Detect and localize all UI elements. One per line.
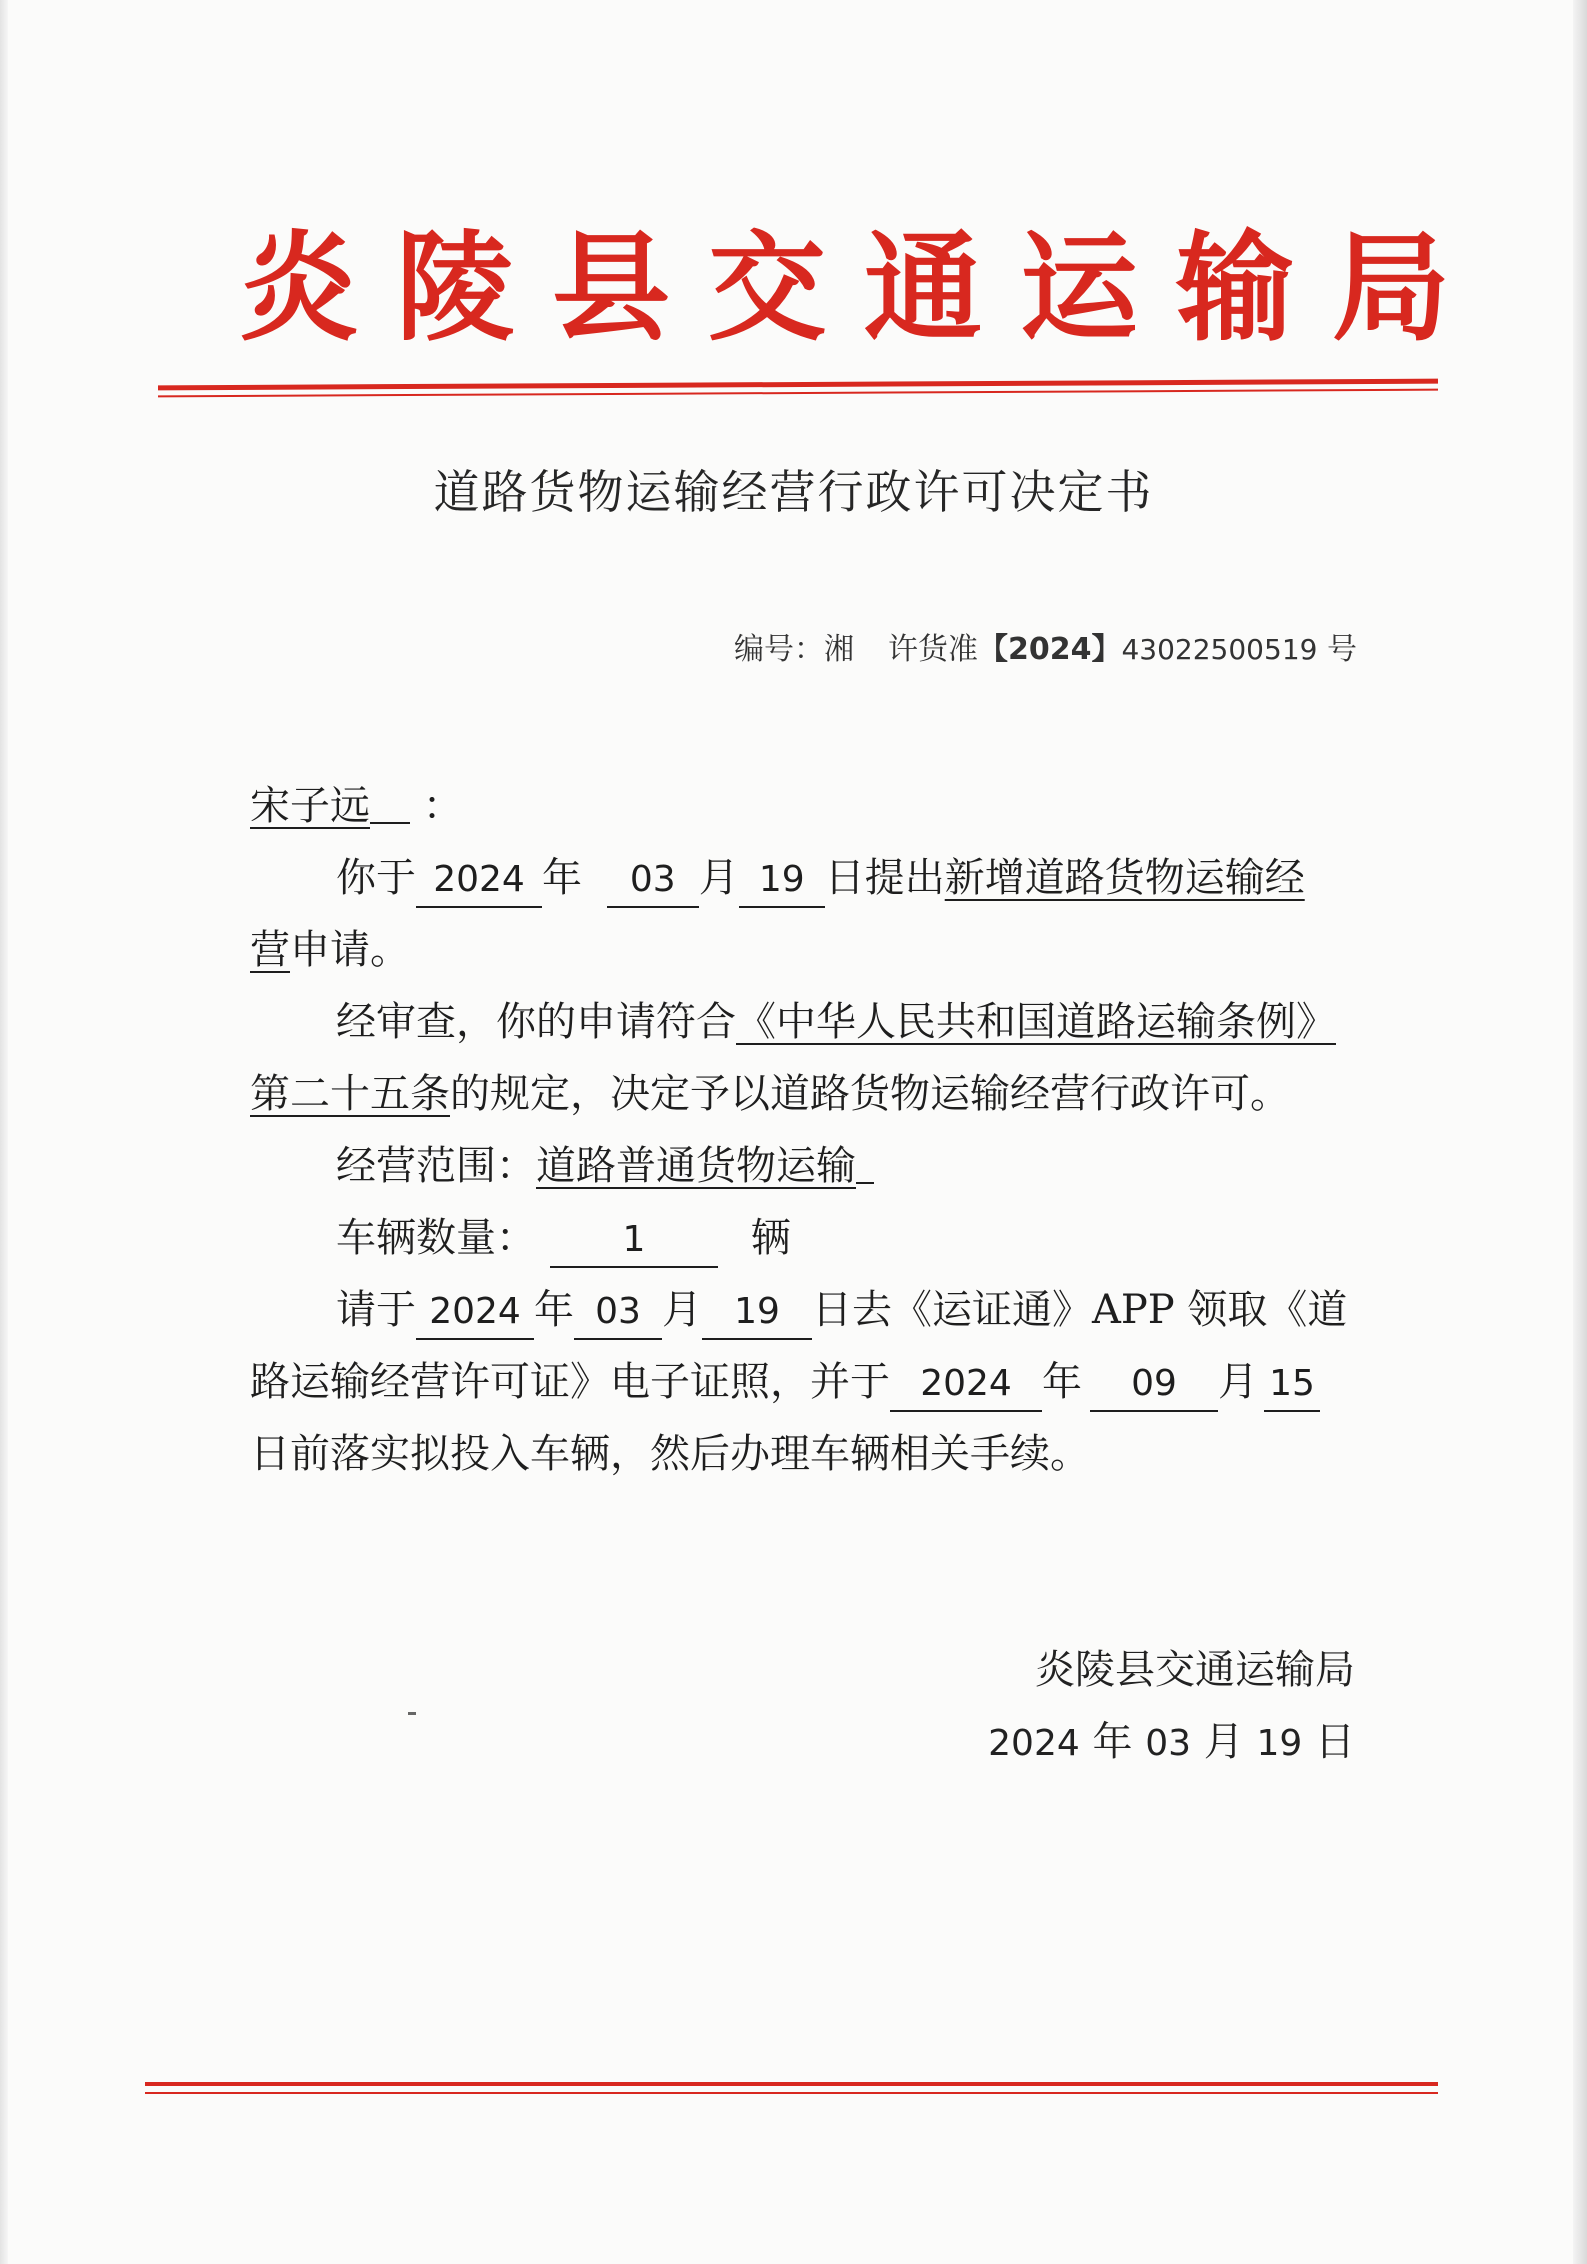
collection-day: 19 (702, 1286, 812, 1340)
application-month: 03 (607, 854, 699, 908)
application-type-part2: 营 (250, 927, 290, 973)
footer-rule-thin (145, 2092, 1438, 2094)
document-number-suffix: 号 (1327, 632, 1357, 667)
recipient-line (250, 770, 1360, 842)
deadline-day: 15 (1264, 1358, 1320, 1412)
page-left-edge (0, 0, 8, 2264)
document-body (250, 770, 1360, 1490)
recipient-colon: ： (422, 783, 463, 829)
signature-day: 19 (1256, 1723, 1303, 1764)
application-text: 你于 (336, 855, 416, 901)
review-law-article: 第二十五条 (250, 1071, 450, 1117)
review-line-1 (250, 986, 1360, 1058)
application-month-unit: 月 (698, 855, 739, 901)
letterhead-rule-thick (158, 379, 1438, 391)
collection-text: 请于 (336, 1287, 416, 1333)
application-type-part1: 新增道路货物运输经 (944, 855, 1305, 901)
review-line-2 (250, 1058, 1360, 1130)
letterhead-organization: 炎陵县交通运输局 (240, 218, 1489, 357)
collection-month: 03 (574, 1286, 662, 1340)
signature-year: 2024 (988, 1723, 1080, 1764)
collection-year: 2024 (416, 1286, 534, 1340)
document-title: 道路货物运输经营行政许可决定书 (433, 465, 1154, 519)
footer-rule-thick (145, 2082, 1438, 2086)
page-right-edge (1573, 0, 1587, 2264)
document-number-label: 编号：湘 (733, 632, 854, 667)
application-day: 19 (739, 854, 825, 908)
vehicles-unit: 辆 (750, 1215, 791, 1261)
document-number (734, 628, 1357, 672)
collection-line-2 (250, 1346, 1360, 1418)
collection-year-unit: 年 (534, 1287, 574, 1333)
application-line-2 (250, 914, 1360, 986)
vehicles-label: 车辆数量： (336, 1215, 536, 1261)
scope-label: 经营范围： (336, 1143, 536, 1189)
deadline-year-unit: 年 (1042, 1359, 1082, 1405)
collection-app-text: 日去《运证通》APP 领取《道 (812, 1287, 1348, 1333)
application-day-unit: 日提出 (824, 855, 945, 901)
review-law: 《中华人民共和国道路运输条例》 (736, 999, 1336, 1045)
signature-date (988, 1712, 1355, 1774)
collection-instruction: 日前落实拟投入车辆，然后办理车辆相关手续。 (250, 1431, 1090, 1477)
scope-line (250, 1130, 1360, 1202)
scope-value: 道路普通货物运输 (536, 1143, 856, 1189)
signature-organization: 炎陵县交通运输局 (1035, 1647, 1355, 1693)
deadline-year: 2024 (890, 1358, 1042, 1412)
signature-month-unit: 月 (1203, 1719, 1244, 1765)
application-year-unit: 年 (542, 855, 582, 901)
signature-month: 03 (1145, 1723, 1192, 1764)
document-number-prefix: 许货准 (887, 632, 978, 667)
signature-day-unit: 日 (1315, 1719, 1355, 1765)
letterhead-rule-thin (158, 389, 1438, 398)
vehicles-line (250, 1202, 1360, 1274)
collection-line-3 (250, 1418, 1360, 1490)
collection-line-1 (250, 1274, 1360, 1346)
collection-license-text: 路运输经营许可证》电子证照，并于 (250, 1359, 890, 1405)
deadline-month-unit: 月 (1218, 1359, 1258, 1405)
document-number-value: 43022500519 (1121, 633, 1318, 666)
signature-year-unit: 年 (1092, 1719, 1133, 1765)
application-text-end: 申请。 (290, 927, 410, 973)
document-number-year: 【2024】 (977, 632, 1122, 667)
collection-month-unit: 月 (662, 1287, 702, 1333)
review-decision: 的规定，决定予以道路货物运输经营行政许可。 (450, 1071, 1290, 1117)
application-year: 2024 (416, 854, 542, 908)
scan-speck (408, 1712, 416, 1715)
review-text: 经审查，你的申请符合 (336, 999, 736, 1045)
deadline-month: 09 (1090, 1358, 1218, 1412)
application-line-1 (250, 842, 1360, 914)
recipient-name: 宋子远 (250, 783, 370, 829)
vehicles-count: 1 (550, 1214, 718, 1268)
